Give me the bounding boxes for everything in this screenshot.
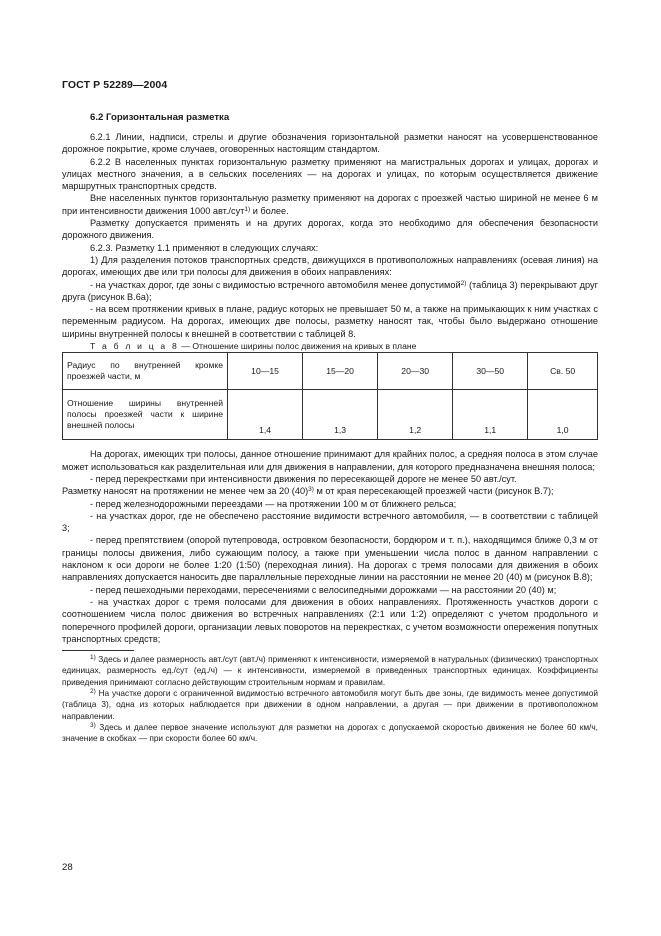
section-title: 6.2 Горизонтальная разметка bbox=[90, 112, 230, 123]
paragraph-6-2-2: 6.2.2 В населенных пунктах горизонтальную разметку применяют на магистральных дорогах и улицах, дорогах и улицах местного значения, а в сельских поселениях — на дорогах и улицах, по которым осуществляется движение маршрутных транспортных средств. bbox=[62, 156, 598, 192]
paragraph-railway-crossings: - перед железнодорожными переездами — на протяжении 100 м от ближнего рельса; bbox=[90, 498, 457, 509]
table-cell: 1,2 bbox=[378, 390, 453, 440]
paragraph-visibility-zones: - на участках дорог, где зоны с видимостью встречного автомобиля менее допустимой$^{2)}$ (таблица 3) перекрывают друг друга (рисунок В.6а); bbox=[62, 279, 598, 302]
table-cell: 20—30 bbox=[378, 353, 453, 390]
paragraph-6-2-1: 6.2.1 Линии, надписи, стрелы и другие обозначения горизонтальной разметки наносят на усовершенствованное дорожное покрытие, кроме случаев, оговоренных настоящим стандартом. bbox=[62, 132, 598, 155]
table-header-ratio: Отношение ширины внутренней полосы проезжей части к ширине внешней полосы bbox=[63, 390, 228, 440]
table-row-radius bbox=[63, 353, 598, 390]
paragraph-visibility-not-provided: - на участках дорог, где не обеспечено расстояние видимости встречного автомобиля, — в соответствии с таблицей 3; bbox=[62, 510, 598, 534]
paragraph-pedestrian-crossings: - перед пешеходными переходами, пересечениями с велосипедными дорожками — на расстоянии 20 (40) м; bbox=[90, 584, 557, 595]
table-cell: 10—15 bbox=[228, 353, 303, 390]
paragraph-curves: - на всем протяжении кривых в плане, радиус которых не превышает 50 м, а также на примыкающих к ним участках с переменным радиусом. На дорогах, имеющих две полосы, разметку наносят так, чтобы было выдержано отношение ширины внутренней полосы к внешней в соответствии с таблицей 8. bbox=[62, 304, 598, 339]
table-8 bbox=[62, 352, 598, 440]
paragraph-three-lane-sections: - на участках дорог с тремя полосами для движения в обоих направлениях. Протяженность участков дороги с соотношением числа полос движения во встречных направлениях (2:1 или 1:2) определяют с учетом продольного и поперечного профилей дороги, организации левых поворотов на перекрестках, с учетом возможности опережения попутных транспортных средств; bbox=[62, 596, 598, 644]
paragraph-case-1: 1) Для разделения потоков транспортных средств, движущихся в противоположных направлениях (осевая линия) на дорогах, имеющих две или три полосы для движения в обоих направлениях: bbox=[62, 254, 598, 278]
footnotes bbox=[62, 654, 598, 744]
paragraph-outside-settlements: Вне населенных пунктов горизонтальную разметку применяют на дорогах с проезжей частью шириной не менее 6 м при интенсивности движения 1000 авт./сут$^{1)}$ и более. bbox=[62, 193, 598, 216]
paragraph-other-roads: Разметку допускается применять и на других дорогах, когда это необходимо для обеспечения безопасности дорожного движения. bbox=[62, 218, 598, 241]
table-cell: Св. 50 bbox=[528, 353, 598, 390]
table-cell: 1,0 bbox=[528, 390, 598, 440]
footnote-1: $^{1)}$ Здесь и далее размерность авт./сут (авт./ч) применяют к интенсивности, измеряемой в натуральных (физических) транспортных единицах, размерность ед./сут (ед./ч) — к интенсивности, измеряемой в приведенных транспортных единицах. Коэффициенты приведения принимают согласно действующим строительным нормам и правилам. bbox=[62, 654, 598, 687]
standard-header: ГОСТ Р 52289—2004 bbox=[62, 79, 168, 91]
paragraph-6-2-3: 6.2.3. Разметку 1.1 применяют в следующих случаях: bbox=[90, 242, 319, 253]
paragraph-intersections: - перед перекрестками при интенсивности движения по пересекающей дороге не менее 50 авт./сут. bbox=[90, 473, 517, 484]
table-cell: 15—20 bbox=[303, 353, 378, 390]
paragraph-obstacles: - перед препятствием (опорой путепровода, островком безопасности, бордюром и т. п.), находящимся ближе 0,3 м от границы полосы движения, либо сужающим полосу, а также при уменьшении числа полос в данном направлении с наклоном к оси дороги не более 1:20 (1:50) (переходная линия). На дорогах с тремя полосами для движения в обоих направлениях допускается наносить две параллельные переходные линии на расстоянии не менее 20 (40) м (рисунок В.8); bbox=[62, 535, 598, 583]
table-cell: 1,4 bbox=[228, 390, 303, 440]
footnote-divider bbox=[62, 650, 134, 651]
page-number: 28 bbox=[62, 862, 73, 873]
footnote-ref-1: 1) bbox=[244, 205, 251, 213]
table-cell: 1,3 bbox=[303, 390, 378, 440]
page-content bbox=[62, 112, 598, 744]
table-row-ratio bbox=[63, 390, 598, 440]
paragraph-marking-distance: Разметку наносят на протяжении не менее чем за 20 $(40)^{3)}$ м от края пересекающей проезжей части (рисунок В.7); bbox=[62, 486, 554, 497]
table-caption: Т а б л и ц а 8 — Отношение ширины полос движения на кривых в плане bbox=[90, 341, 417, 352]
table-cell: 1,1 bbox=[453, 390, 528, 440]
footnote-2: $^{2)}$ На участке дороги с ограниченной видимостью встречного автомобиля могут быть две зоны, где видимость менее допустимой (таблица 3), одна из которых наблюдается при движении в одном направлении, а другая — при движении в противоположном направлении. bbox=[62, 687, 598, 721]
footnote-ref-2: 2) bbox=[460, 279, 467, 287]
footnote-3: $^{3)}$ Здесь и далее первое значение используют для разметки на дорогах с допускаемой скоростью движения не более 60 км/ч, значение в скобках — при скорости более 60 км/ч. bbox=[62, 721, 598, 744]
paragraph-three-lanes: На дорогах, имеющих три полосы, данное отношение принимают для крайних полос, а средняя полоса в этом случае может использоваться как разделительная или для движения в направлении, для которого предназначена внешняя полоса; bbox=[62, 449, 598, 472]
footnote-ref-3: 3) bbox=[308, 486, 314, 494]
table-cell: 30—50 bbox=[453, 353, 528, 390]
table-header-radius: Радиус по внутренней кромке проезжей части, м bbox=[63, 353, 228, 390]
